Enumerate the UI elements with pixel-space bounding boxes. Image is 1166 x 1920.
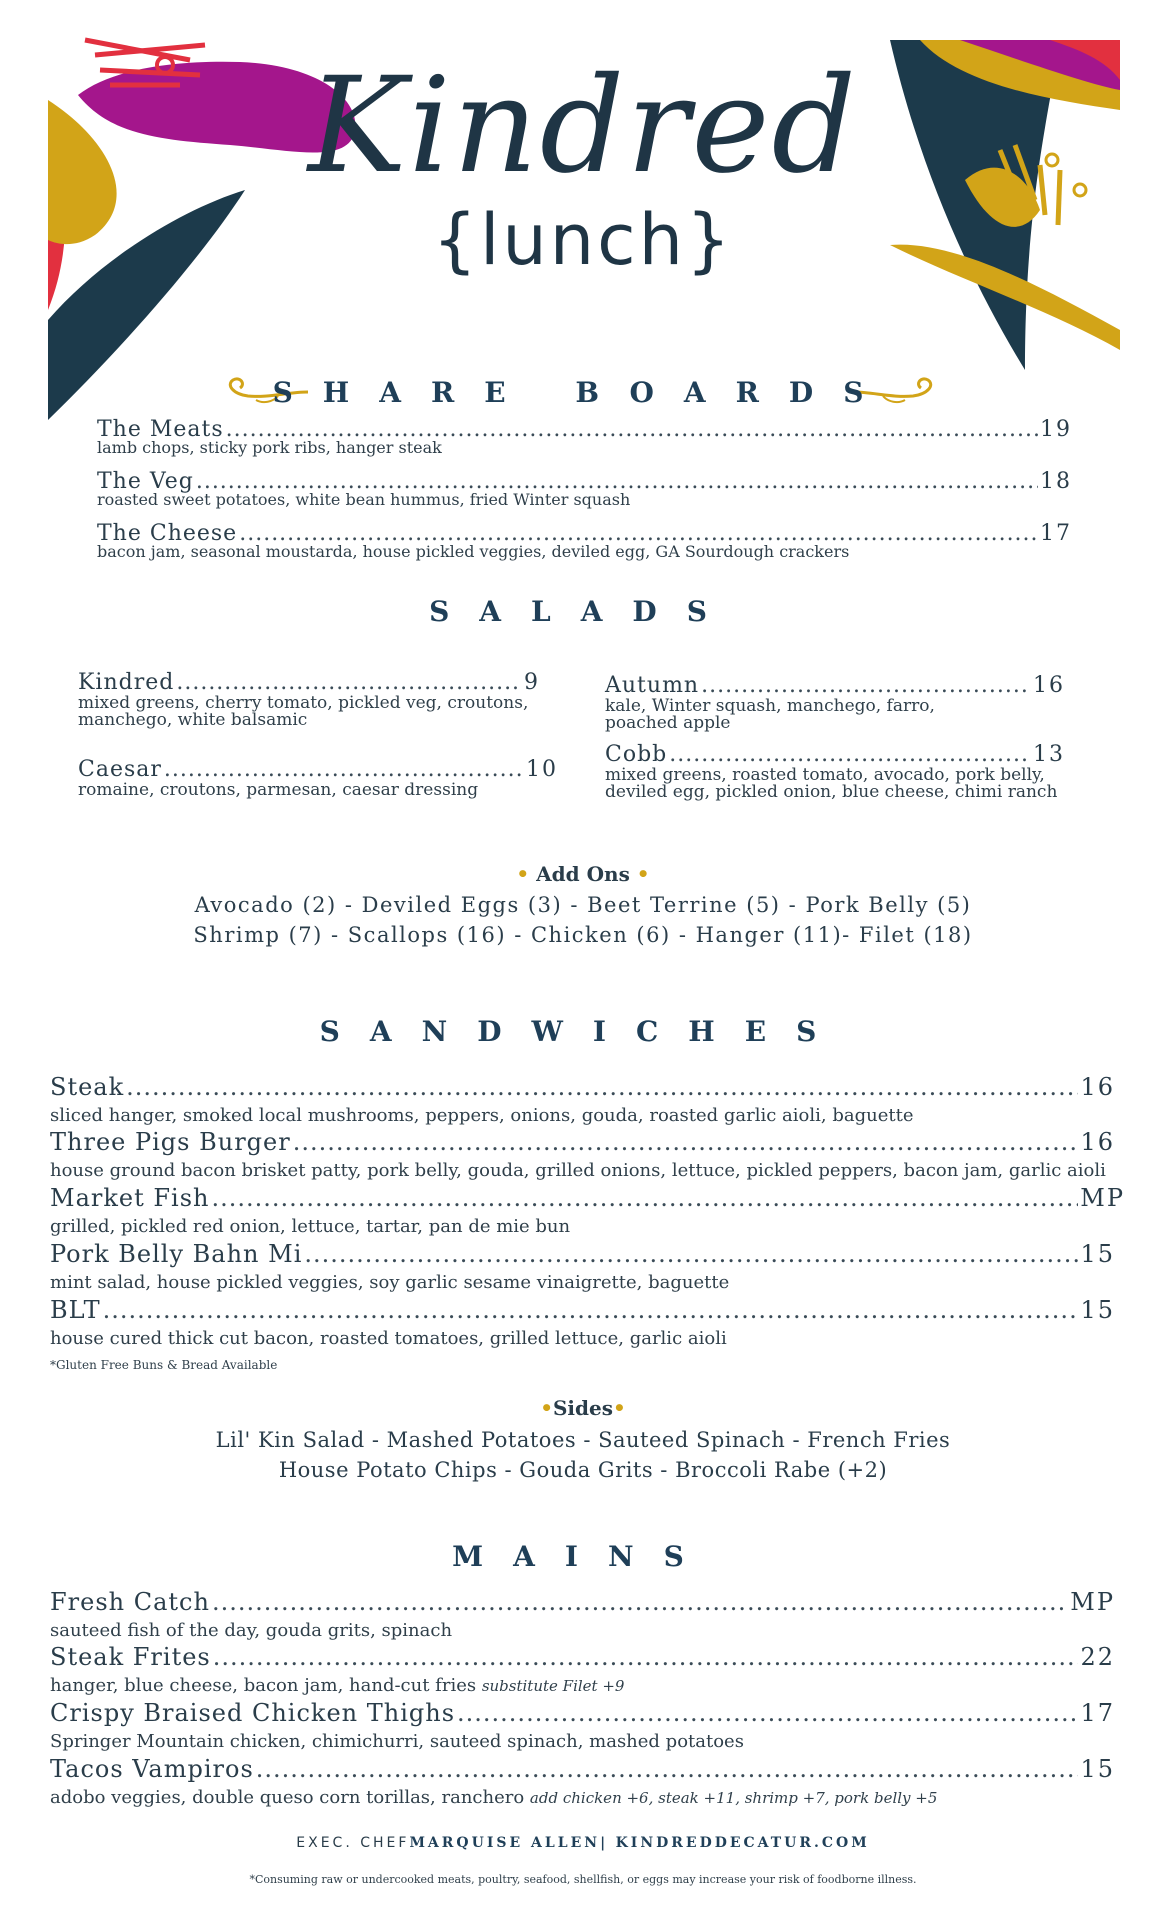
menu-item — [50, 1128, 1115, 1181]
menu-item — [50, 1643, 1115, 1696]
mains-heading: MAINS — [452, 1540, 714, 1573]
bullet-icon: • — [636, 862, 650, 886]
item-price: 13 — [1033, 742, 1065, 767]
menu-item — [78, 670, 540, 729]
description-text: hanger, blue cheese, bacon jam, hand-cut fries — [50, 1675, 477, 1696]
item-description: kale, Winter squash, manchego, farro, poached apple — [605, 696, 935, 733]
item-price: 15 — [1080, 1296, 1115, 1324]
item-price: MP — [1070, 1588, 1115, 1616]
menu-item — [605, 742, 1065, 801]
bullet-icon: • — [613, 1396, 626, 1420]
menu-item — [50, 1240, 1115, 1293]
footer-credits — [0, 1835, 1166, 1851]
description-text: Springer Mountain chicken, chimichurri, sauteed spinach, mashed potatoes — [50, 1731, 744, 1752]
item-description: grilled, pickled red onion, lettuce, tartar, pan de mie bun — [50, 1216, 571, 1237]
menu-item — [50, 1588, 1115, 1641]
add-ons-heading-row — [0, 862, 1166, 886]
item-price: 18 — [1040, 469, 1072, 494]
item-price: 16 — [1033, 673, 1065, 698]
sides-line: Lil' Kin Salad - Mashed Potatoes - Sauteed Spinach - French Fries — [215, 1428, 951, 1452]
item-description — [50, 1731, 1115, 1752]
item-description: romaine, croutons, parmesan, caesar dressing — [78, 780, 479, 800]
item-description: house cured thick cut bacon, roasted tomatoes, grilled lettuce, garlic aioli — [50, 1328, 727, 1349]
item-description — [50, 1620, 1115, 1641]
item-name: Cobb — [605, 742, 668, 767]
item-price: 16 — [1080, 1073, 1115, 1101]
item-name: Steak Frites — [50, 1643, 211, 1671]
item-description: lamb chops, sticky pork ribs, hanger steak — [97, 438, 442, 457]
item-price: 19 — [1040, 417, 1072, 442]
item-name: Pork Belly Bahn Mi — [50, 1240, 303, 1268]
item-name: The Veg — [97, 469, 194, 494]
item-description — [50, 1675, 1115, 1696]
gluten-free-note: *Gluten Free Buns & Bread Available — [50, 1358, 278, 1372]
item-price: 22 — [1080, 1643, 1115, 1671]
item-name: Fresh Catch — [50, 1588, 210, 1616]
bullet-icon: • — [540, 1396, 553, 1420]
menu-item — [97, 521, 1072, 560]
item-price: 17 — [1040, 521, 1072, 546]
item-price: 17 — [1080, 1699, 1115, 1727]
menu-item — [50, 1296, 1115, 1349]
add-ons-line: Avocado (2) - Deviled Eggs (3) - Beet Terrine (5) - Pork Belly (5) — [194, 893, 972, 917]
sides-heading: Sides — [552, 1396, 613, 1420]
item-name: The Meats — [97, 417, 224, 442]
add-ons-heading: Add Ons — [536, 862, 630, 886]
sides-heading-row — [0, 1396, 1166, 1420]
chef-name: MARQUISE ALLEN — [409, 1835, 601, 1851]
item-name: Kindred — [78, 670, 175, 695]
item-description: mint salad, house pickled veggies, soy garlic sesame vinaigrette, baguette — [50, 1272, 730, 1293]
sandwiches-heading: SANDWICHES — [319, 1015, 847, 1048]
menu-item — [50, 1755, 1115, 1808]
item-description: mixed greens, roasted tomato, avocado, pork belly, deviled egg, pickled onion, blue cheese, chimi ranch — [605, 765, 1058, 802]
item-description: sliced hanger, smoked local mushrooms, peppers, onions, gouda, roasted garlic aioli, baguette — [50, 1105, 914, 1126]
description-text: sauteed fish of the day, gouda grits, spinach — [50, 1620, 453, 1641]
item-name: Autumn — [605, 673, 700, 698]
description-extra: substitute Filet +9 — [481, 1677, 625, 1695]
menu-subtitle: {lunch} — [432, 199, 734, 281]
add-ons-line: Shrimp (7) - Scallops (16) - Chicken (6) - Hanger (11)- Filet (18) — [193, 923, 973, 947]
item-description: mixed greens, cherry tomato, pickled veg, croutons, manchego, white balsamic — [78, 693, 529, 730]
menu-item — [97, 469, 1072, 508]
menu-item — [78, 757, 558, 799]
item-description: bacon jam, seasonal moustarda, house pickled veggies, deviled egg, GA Sourdough crackers — [97, 542, 850, 561]
item-description: house ground bacon brisket patty, pork belly, gouda, grilled onions, lettuce, pickled peppers, bacon jam, garlic aioli — [50, 1160, 1106, 1181]
item-name: Three Pigs Burger — [50, 1128, 291, 1156]
item-name: Steak — [50, 1073, 125, 1101]
menu-item — [50, 1699, 1115, 1752]
item-name: Crispy Braised Chicken Thighs — [50, 1699, 456, 1727]
bullet-icon: • — [516, 862, 530, 886]
chef-label: EXEC. CHEF — [296, 1835, 410, 1851]
item-price: 16 — [1080, 1128, 1115, 1156]
website-link[interactable]: KINDREDDECATUR.COM — [615, 1835, 870, 1851]
item-name: BLT — [50, 1296, 101, 1324]
menu-item — [50, 1073, 1115, 1126]
item-price: 15 — [1080, 1755, 1115, 1783]
item-price: 15 — [1080, 1240, 1115, 1268]
item-name: Tacos Vampiros — [50, 1755, 254, 1783]
share-boards-heading: SHARE BOARDS — [272, 376, 894, 409]
item-name: The Cheese — [97, 521, 238, 546]
description-text: adobo veggies, double queso corn torillas, ranchero — [50, 1787, 525, 1808]
item-description: roasted sweet potatoes, white bean hummus, fried Winter squash — [97, 490, 631, 509]
menu-item — [97, 417, 1072, 456]
item-price: 10 — [526, 757, 558, 782]
item-name: Caesar — [78, 757, 162, 782]
footer-separator: | — [600, 1835, 609, 1851]
item-description — [50, 1787, 1115, 1808]
description-extra: add chicken +6, steak +11, shrimp +7, pork belly +5 — [529, 1789, 938, 1807]
food-safety-disclaimer: *Consuming raw or undercooked meats, poultry, seafood, shellfish, or eggs may increase your risk of foodborne illness. — [249, 1873, 917, 1886]
restaurant-name: Kindred — [307, 49, 859, 203]
menu-item — [605, 673, 1065, 732]
sides-line: House Potato Chips - Gouda Grits - Broccoli Rabe (+2) — [278, 1458, 888, 1482]
item-price: 9 — [524, 670, 540, 695]
salads-heading: SALADS — [429, 595, 737, 628]
menu-item — [50, 1184, 1125, 1237]
item-name: Market Fish — [50, 1184, 210, 1212]
item-price: MP — [1080, 1184, 1125, 1212]
